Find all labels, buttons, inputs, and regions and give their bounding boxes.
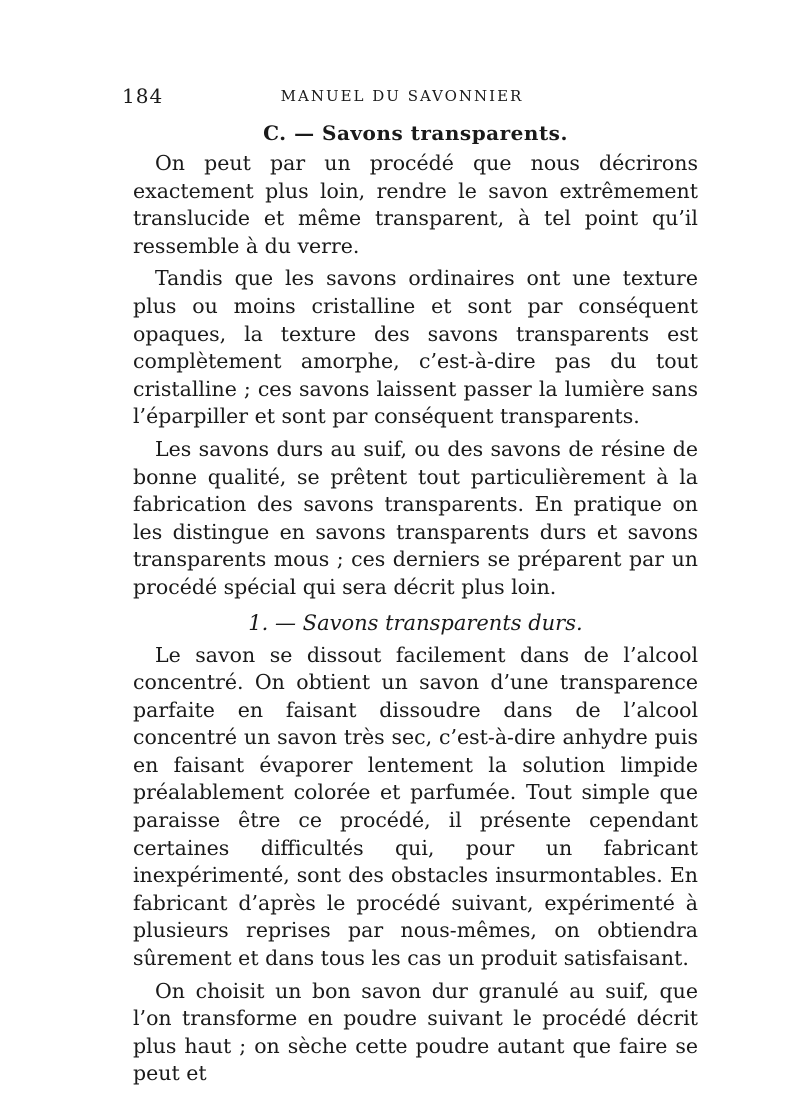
running-title: MANUEL DU SAVONNIER — [280, 87, 524, 105]
paragraph-2: Tandis que les savons ordinaires ont une texture plus ou moins cristalline et sont par conséquent opaques, la texture des savons transparents est complètement amorphe, c’est-à-dire pas du tout cristalline ; ces savons laissent passer la lumière sans l’éparpiller et sont par conséquent transparents. — [133, 266, 698, 429]
paragraph-1: On peut par un procédé que nous décrirons exactement plus loin, rendre le savon extrêmement translucide et même transparent, à tel point qu’il ressemble à du verre. — [133, 151, 698, 258]
subsection-heading: 1. — Savons transparents durs. — [248, 610, 583, 635]
page-number: 184 — [122, 84, 164, 108]
body-text — [133, 118, 698, 1093]
paragraph-5: On choisit un bon savon dur granulé au suif, que l’on transforme en poudre suivant le procédé décrit plus haut ; on sèche cette poudre autant que faire se peut et — [133, 978, 698, 1086]
paragraph-4: Le savon se dissout facilement dans de l’alcool concentré. On obtient un savon d’une transparence parfaite en faisant dissoudre dans de l’alcool concentré un savon très sec, c’est-à-dire anhydre puis en faisant évaporer lentement la solution limpide préalablement colorée et parfumée. Tout simple que paraisse être ce procédé, il présente cependant certaines difficultés qui, pour un fabricant inexpérimenté, sont des obstacles insurmontables. En fabricant d’après le procédé suivant, expérimenté à plusieurs reprises par nous-mêmes, on obtiendra sûrement et dans tous les cas un produit satisfaisant. — [133, 642, 698, 971]
section-heading: C. — Savons transparents. — [263, 121, 568, 145]
running-head — [122, 84, 682, 110]
paragraph-3: Les savons durs au suif, ou des savons de résine de bonne qualité, se prêtent tout particulièrement à la fabrication des savons transparents. En pratique on les distingue en savons transparents durs et savons transparents mous ; ces derniers se préparent par un procédé spécial qui sera décrit plus loin. — [133, 436, 698, 599]
